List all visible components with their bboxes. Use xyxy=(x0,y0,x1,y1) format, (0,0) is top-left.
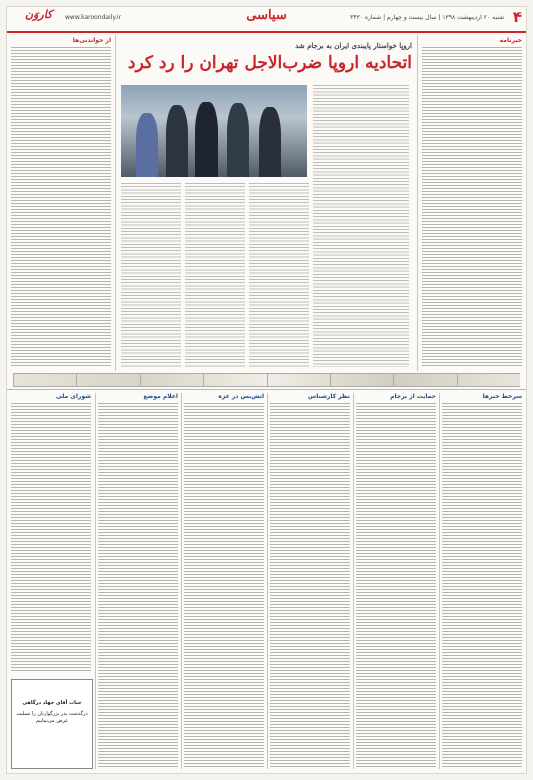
condolence-text: درگذشت پدر بزرگوارتان را تسلیت عرض می‌نماییم xyxy=(16,711,88,724)
bottom-col1-text xyxy=(442,403,522,769)
bottom-col5-text xyxy=(98,403,178,769)
left-column-label: از خواندنی‌ها xyxy=(72,37,111,44)
newspaper-logo: کاروَن xyxy=(25,8,53,21)
page-header xyxy=(7,7,526,33)
website-link[interactable]: www.karoondaily.ir xyxy=(65,14,122,21)
condolence-box xyxy=(11,679,93,769)
lead-photo xyxy=(121,85,307,177)
lead-text-col-b xyxy=(121,183,181,367)
right-column-text xyxy=(422,47,522,367)
page-number: ۴ xyxy=(512,8,522,26)
bottom-col3-text xyxy=(270,403,350,769)
bottom-col6-title: شورای ملی xyxy=(56,393,91,400)
issue-info: شنبه ۲۰ اردیبهشت ۱۳۹۸ | سال بیست و چهارم | شماره ۳۴۳۰ xyxy=(350,14,504,21)
bottom-col2-title: حمایت از برجام xyxy=(390,393,436,400)
newspaper-page xyxy=(6,6,527,774)
bottom-col1-title: سرخط خبرها xyxy=(482,393,522,400)
bottom-col5-title: اعلام موضع xyxy=(143,393,178,400)
left-column-text xyxy=(11,47,111,367)
lead-headline: اتحادیه اروپا ضرب‌الاجل تهران را رد کرد xyxy=(127,53,412,73)
right-column-label: خبرنامه xyxy=(499,37,522,44)
lead-text-col-d xyxy=(249,183,309,367)
bottom-col4-text xyxy=(184,403,264,769)
condolence-title: جناب آقای جهاد درگاهی xyxy=(22,700,82,706)
section-title: سیاسی xyxy=(246,8,287,23)
bottom-col2-text xyxy=(356,403,436,769)
bottom-col4-title: آتش‌بس در غزه xyxy=(218,393,264,400)
lead-kicker: اروپا خواستار پایبندی ایران به برجام شد xyxy=(295,41,412,50)
lead-text-col-c xyxy=(185,183,245,367)
ad-strip xyxy=(13,373,520,387)
bottom-col6-text xyxy=(11,403,91,673)
lead-text-col-a xyxy=(313,85,409,367)
bottom-col3-title: نظر کارشناس xyxy=(308,393,350,400)
